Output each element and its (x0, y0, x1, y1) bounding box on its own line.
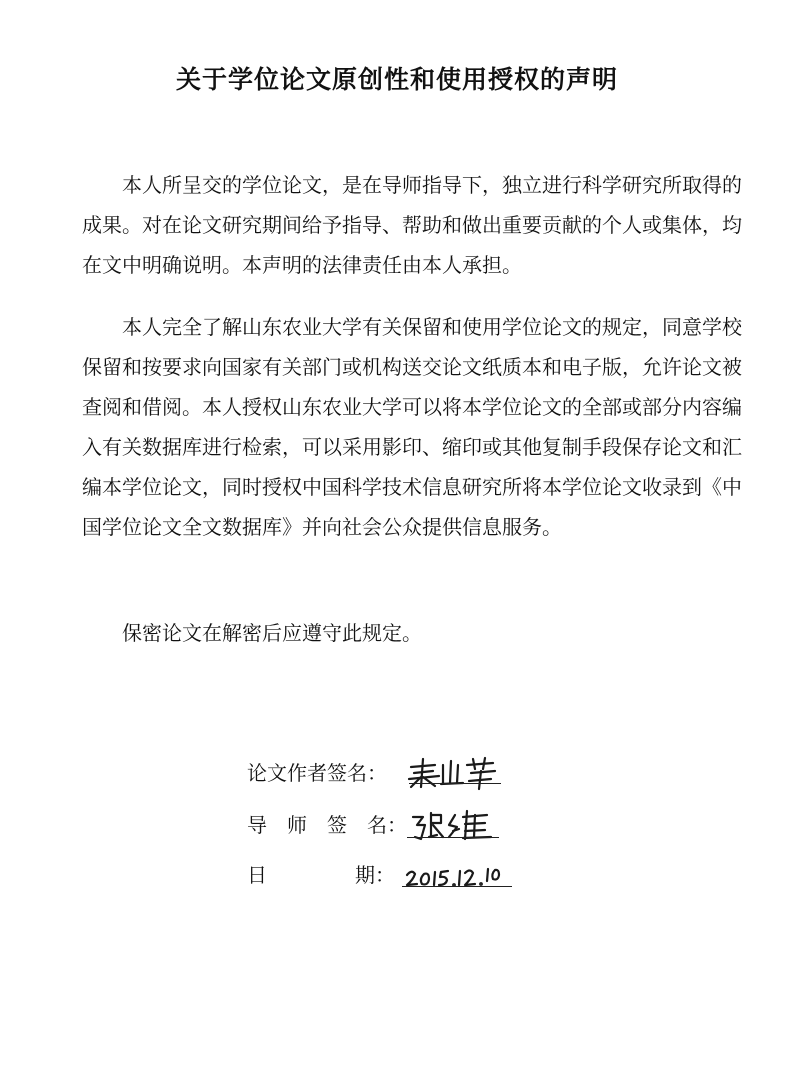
paragraph-originality: 本人所呈交的学位论文，是在导师指导下，独立进行科学研究所取得的成果。对在论文研究期间给予指导、帮助和做出重要贡献的个人或集体，均在文中明确说明。本声明的法律责任由本人承担。 (82, 173, 742, 277)
advisor-signature-line (407, 837, 499, 838)
author-signature-label: 论文作者签名： (247, 761, 387, 785)
advisor-label-char: 名： (367, 813, 407, 837)
author-signature-row (247, 753, 547, 793)
advisor-label-char: 师 (287, 813, 307, 837)
date-label-char: 期： (355, 863, 395, 887)
paragraph-authorization: 本人完全了解山东农业大学有关保留和使用学位论文的规定，同意学校保留和按要求向国家有关部门或机构送交论文纸质本和电子版，允许论文被查阅和借阅。本人授权山东农业大学可以将本学位论文的全部或部分内容编入有关数据库进行检索，可以采用影印、缩印或其他复制手段保存论文和汇编本学位论文，同时授权中国科学技术信息研究所将本学位论文收录到《中国学位论文全文数据库》并向社会公众提供信息服务。 (82, 315, 742, 539)
advisor-label-char: 签 (327, 813, 347, 837)
advisor-signature (407, 805, 507, 845)
advisor-handwritten-signature (407, 805, 507, 845)
paragraph-confidential: 保密论文在解密后应遵守此规定。 (122, 621, 422, 645)
advisor-signature-label (247, 805, 407, 845)
date-row (247, 855, 547, 895)
date-value (402, 855, 522, 895)
date-label (247, 855, 407, 895)
author-handwritten-signature (405, 753, 505, 793)
date-label-char: 日 (247, 863, 267, 887)
advisor-label-char: 导 (247, 813, 267, 837)
declaration-title: 关于学位论文原创性和使用授权的声明 (175, 65, 618, 94)
handwritten-date (402, 855, 522, 895)
author-signature-line (409, 783, 501, 784)
advisor-signature-row (247, 805, 547, 845)
author-signature (405, 753, 505, 793)
date-line (402, 886, 512, 887)
